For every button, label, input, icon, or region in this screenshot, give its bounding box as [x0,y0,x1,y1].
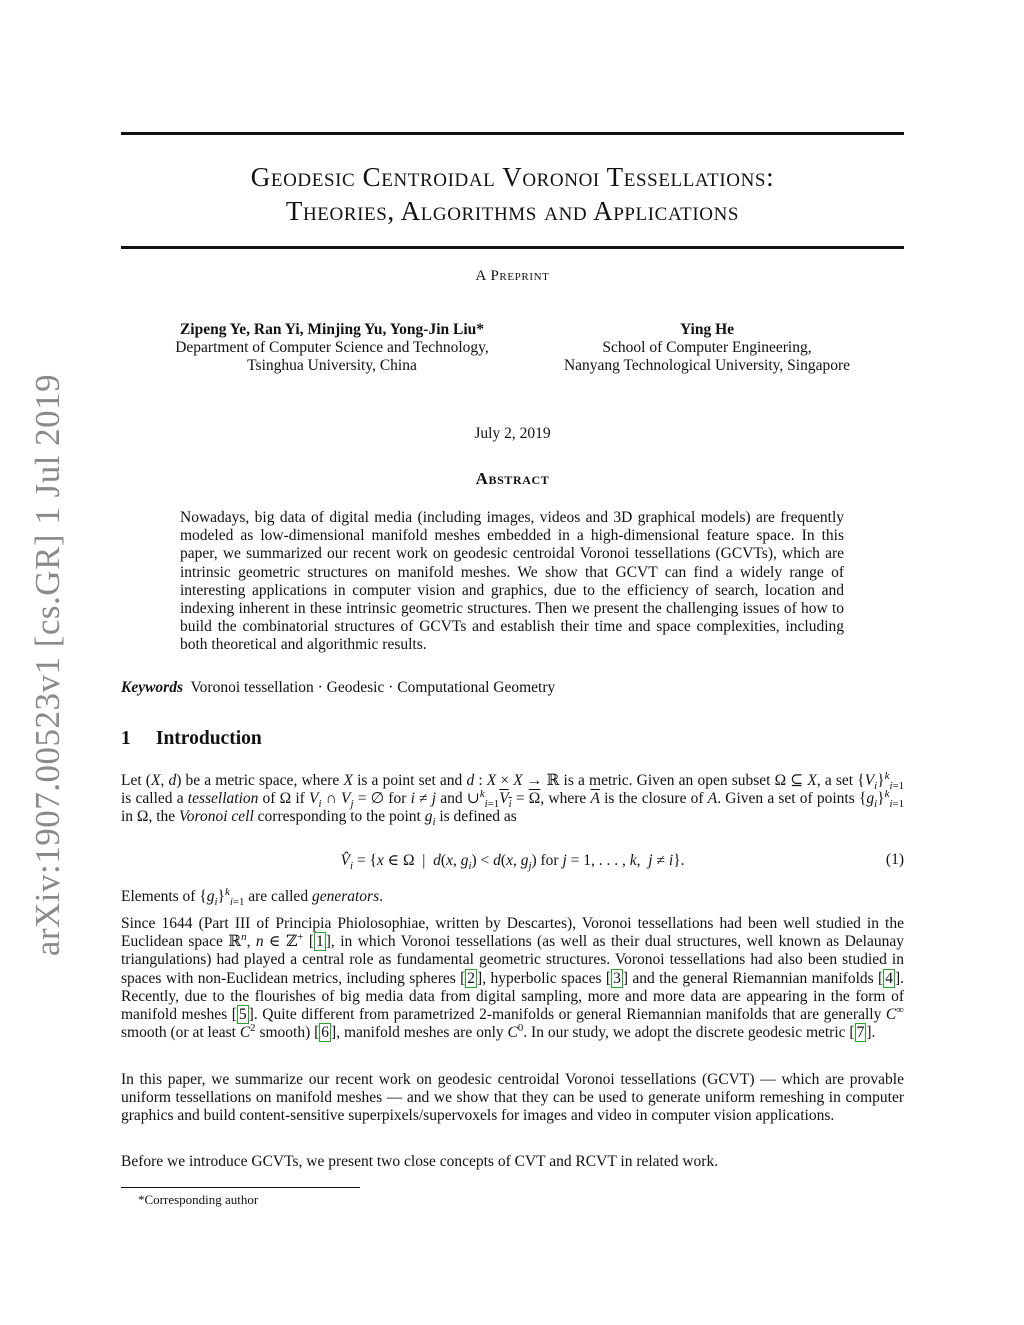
abstract-heading: Abstract [475,469,550,488]
citation-link[interactable]: 7 [856,1024,865,1042]
intro-paragraph-2: Since 1644 (Part III of Principia Phiolosophiae, written by Descartes), Voronoi tessellations had been well studied in the Euclidean space ℝ$^n$, n ∈ ℤ+ [ 1 ], in which Voronoi tessellations (as well as their dual structures, well known as Delaunay triangulations) had played a central role as fundamental geometric structures. Voronoi tessellations had also been studied in spaces with non-Euclidean metrics, including spheres [ 2 ], hyperbolic spaces [ 3 ] and the general Riemannian manifolds [ 4 ]. Recently, due to the flourishes of big media data from digital sampling, more and more data are appearing in the form of manifold meshes [ 5 ]. Quite different from parametrized 2-manifolds or general Riemannian manifolds that are generally C∞ smooth (or at least $C^2$ smooth) [ 6 ], manifold meshes are only $C^0$. In our study, we adopt the discrete geodesic metric [ 7 ]. [121,915,904,1042]
author-affiliation-2b: Nanyang Technological University, Singapore [563,357,851,374]
citation-link[interactable]: 5 [238,1006,247,1024]
footnote-rule [121,1187,360,1188]
citation-link[interactable]: 3 [613,969,621,987]
intro-paragraph-3: In this paper, we summarize our recent work on geodesic centroidal Voronoi tessellations (GCVT) — which are provable uniform tessellations on manifold meshes — and we show that they can be used to generate uniform remeshing in computer graphics and build content-sensitive superpixels/supervoxels for images and video in computer vision applications. [121,1071,904,1125]
author-affiliation-1a: Department of Computer Science and Technology, [175,339,489,356]
section-heading [121,728,262,750]
citation-link[interactable]: 4 [885,969,893,987]
title-bottom-rule [121,246,904,249]
section-number: 1 [121,728,131,749]
citation-link[interactable]: 6 [321,1024,330,1042]
preprint-label: A Preprint [475,268,550,284]
abstract-text: Nowadays, big data of digital media (including images, videos and 3D graphical models) are frequently modeled as low-dimensional manifold meshes embedded in a high-dimensional feature space. In this paper, we summarized our recent work on geodesic centroidal Voronoi tessellations (GCVTs), which are intrinsic geometric structures on manifold meshes. We show that GCVT can find a widely range of interesting applications in computer vision and graphics, due to the efficiency of search, location and indexing inherent in these intrinsic geometric structures. Then we present the challenging issues of how to build the combinatorial structures of GCVTs and establish their time and space complexities, including both theoretical and algorithmic results. [180,509,844,654]
author-names-1: Zipeng Ye, Ran Yi, Minjing Yu, Yong-Jin Liu* [179,321,485,338]
equation-1-body: $V̂_i = \{x$ ∈ Ω | d(x, $g_i) < d(x$, $g_j$) for j = 1, . . . , k, j ≠ i}. [340,852,685,873]
intro-paragraph-1: Let (X, d) be a metric space, where X is a point set and d : X × X → ℝ is a metric. Given an open subset Ω ⊆ X, a set $\{V_i\}^k_{i=1}$ is called a tessellation of Ω if $V_i$ ∩ $V_j$ = ∅ for i ≠ j and $\cup^k_{i=1}V_i = \overline{\Omega}$, where $\overline{A}$ is the closure of A. Given a set of points $\{g_i\}^k_{i=1}$ in Ω, the Voronoi cell corresponding to the point $g_i$ is defined as [121,769,905,829]
title-line-2: Theories, Algorithms and Applications [285,196,740,226]
section-title: Introduction [155,728,262,749]
author-block-1 [151,321,513,375]
intro-paragraph-4: Before we introduce GCVTs, we present two close concepts of CVT and RCVT in related work. [121,1153,719,1170]
generators-sentence: Elements of $\{g_i\}^k_{i=1}$ are called generators. [121,885,383,909]
arxiv-identifier: arXiv:1907.00523v1 [cs.GR] 1 Jul 2019 [28,373,67,957]
author-affiliation-2a: School of Computer Engineering, [602,339,812,356]
author-block-2 [546,321,868,375]
title-top-rule [121,132,904,135]
equation-number: (1) [885,851,904,868]
citation-link[interactable]: 1 [316,933,324,951]
paper-title [121,160,904,228]
publication-date: July 2, 2019 [474,425,551,442]
keywords-line [121,679,904,697]
keywords-label: Keywords [121,679,183,696]
citation-link[interactable]: 2 [467,969,476,987]
author-names-2: Ying He [679,321,735,338]
keywords-list: Voronoi tessellation · Geodesic · Computational Geometry [190,679,556,696]
title-line-1: Geodesic Centroidal Voronoi Tessellations: [250,162,775,192]
footnote: *Corresponding author [138,1192,259,1207]
author-affiliation-1b: Tsinghua University, China [247,357,417,374]
